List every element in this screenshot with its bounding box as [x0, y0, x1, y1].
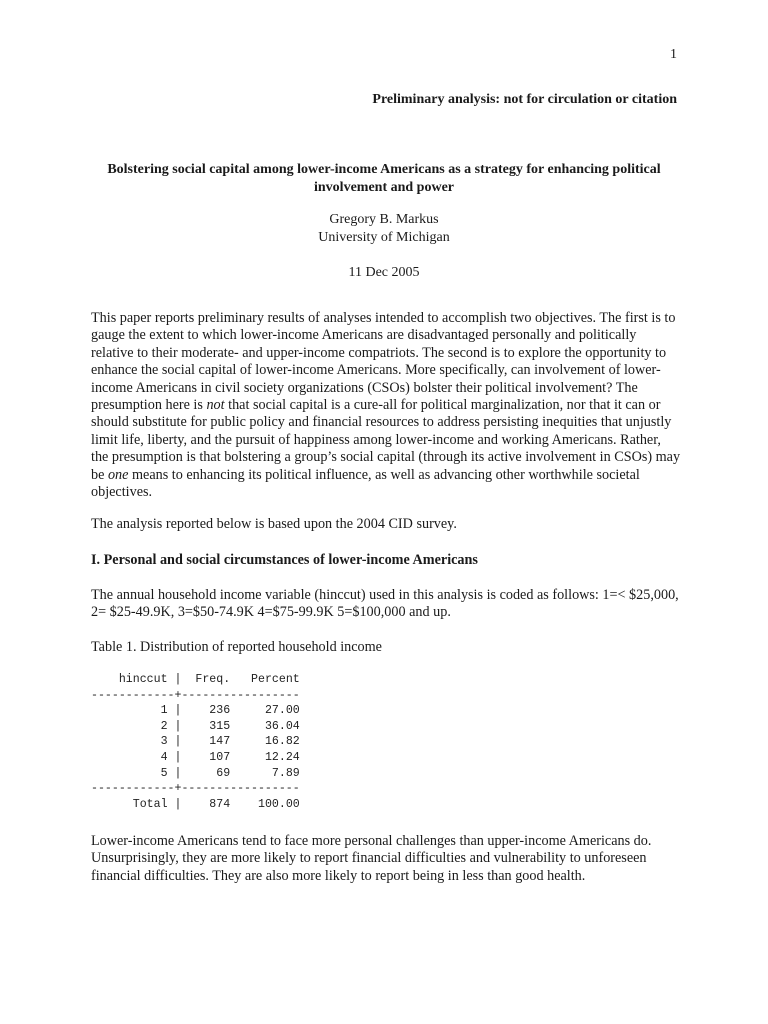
- paper-date: 11 Dec 2005: [348, 265, 420, 280]
- table-cell-category: 2: [91, 719, 168, 733]
- table-cell-percent: 27.00: [251, 704, 300, 718]
- table-cell-category: 3: [91, 735, 168, 749]
- table-header-freq: Freq.: [195, 673, 231, 686]
- survey-note: The analysis reported below is based upon the 2004 CID survey.: [91, 516, 457, 532]
- table-cell-freq: 69: [195, 766, 231, 780]
- table-total-label: Total: [91, 797, 168, 811]
- income-distribution-table: hinccut | Freq. Percent ------------+----------------- 1 | 236 27.00 2 | 315 36.04 3 | 147 16.82 4 | 107 12.24 5 | 69 7.89 ------------+----------------- Total | 874 100.00: [91, 673, 300, 811]
- table-total-percent: 100.00: [251, 797, 300, 811]
- intro-emphasis-not: not: [206, 397, 225, 414]
- intro-emphasis-one: one: [107, 466, 129, 483]
- intro-paragraph: [91, 310, 681, 501]
- table-cell-percent: 7.89: [251, 766, 300, 780]
- intro-text-1: This paper reports preliminary results of analyses intended to accomplish two objectives. The first is to gauge the extent to which lower-income Americans are disadvantaged personally and politically relative to their moderate- and upper-income compatriots. The second is to explore the opportunity to enhance the social capital of lower-income Americans. More specifically, can involvement of lower-income Americans in civil society organizations (CSOs) bolster their political involvement? The presumption here is: [91, 310, 676, 414]
- table-rule: ------------+-----------------: [91, 688, 300, 702]
- table-rule: ------------+-----------------: [91, 782, 300, 796]
- table-cell-category: 4: [91, 750, 168, 764]
- table-header-percent: Percent: [251, 673, 300, 686]
- paper-title: Bolstering social capital among lower-income Americans as a strategy for enhancing political involvement and power: [107, 162, 661, 195]
- table-cell-percent: 16.82: [251, 735, 300, 749]
- table-cell-freq: 236: [195, 704, 231, 718]
- table-cell-percent: 36.04: [251, 719, 300, 733]
- intro-text-2: that social capital is a cure-all for political marginalization, nor that it can or should substitute for public policy and financial resources to address persisting inequities that unjustly limit life, liberty, and the pursuit of happiness among lower-income and working Americans. Rather, the presumption is that bolstering a group’s social capital (through its active involvement in CSOs) may be: [91, 397, 681, 483]
- closing-paragraph: Lower-income Americans tend to face more personal challenges than upper-income Americans do. Unsurprisingly, they are more likely to report financial difficulties and vulnerability to unforeseen financial difficulties. They are also more likely to report being in less than good health.: [91, 833, 652, 884]
- page-number: 1: [670, 47, 677, 62]
- table-caption: Table 1. Distribution of reported household income: [91, 639, 382, 655]
- table-cell-freq: 315: [195, 719, 231, 733]
- table-header-var: hinccut: [91, 673, 168, 686]
- table-cell-category: 5: [91, 766, 168, 780]
- table-cell-category: 1: [91, 704, 168, 718]
- author-block: [91, 211, 677, 246]
- coding-note: The annual household income variable (hinccut) used in this analysis is coded as follows: 1=< $25,000, 2= $25-49.9K, 3=$50-74.9K 4=$75-99.9K 5=$100,000 and up.: [91, 587, 679, 621]
- author-affiliation: University of Michigan: [318, 229, 450, 245]
- table-cell-freq: 107: [195, 750, 231, 764]
- table-cell-percent: 12.24: [251, 750, 300, 764]
- table-total-freq: 874: [195, 797, 231, 811]
- intro-text-3: means to enhancing its political influence, as well as advancing other worthwhile societal objectives.: [91, 466, 640, 501]
- author-name: Gregory B. Markus: [329, 212, 439, 227]
- table-cell-freq: 147: [195, 735, 231, 749]
- section-heading: I. Personal and social circumstances of lower-income Americans: [91, 552, 478, 568]
- circulation-notice: Preliminary analysis: not for circulation or citation: [372, 92, 677, 107]
